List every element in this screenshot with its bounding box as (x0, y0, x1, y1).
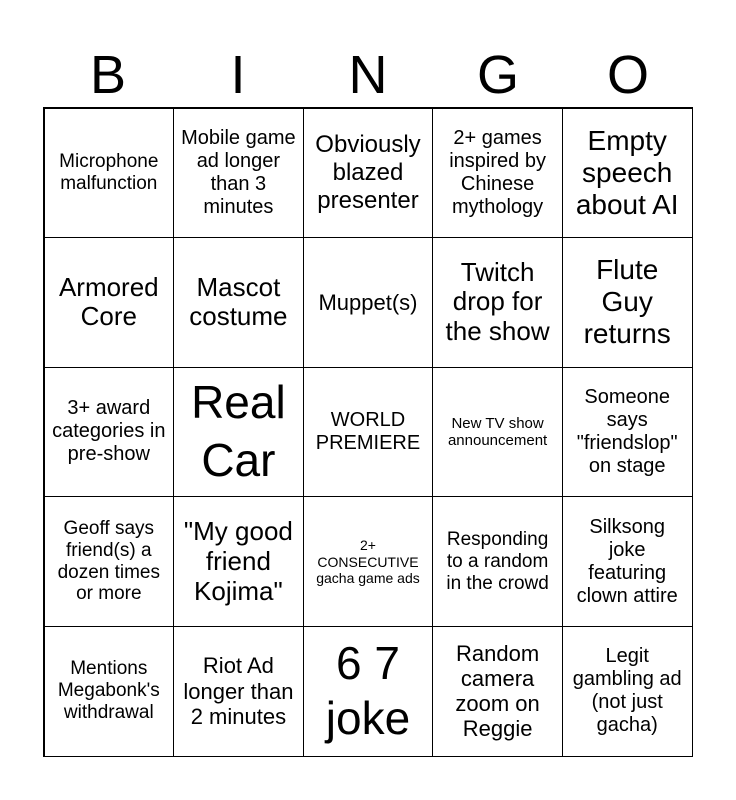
cell-text: Obviously blazed presenter (315, 131, 421, 214)
bingo-cell[interactable] (173, 626, 304, 757)
bingo-cell[interactable] (562, 237, 693, 368)
bingo-cell[interactable] (44, 367, 175, 498)
bingo-header (43, 44, 693, 106)
bingo-cell[interactable] (562, 626, 693, 757)
cell-text: Twitch drop for the show (445, 256, 550, 347)
header-letter-i: I (230, 45, 246, 105)
bingo-cell[interactable] (303, 367, 434, 498)
bingo-cell[interactable] (432, 496, 563, 627)
bingo-cell[interactable] (562, 496, 693, 627)
header-letter-b: B (89, 45, 127, 105)
cell-text: Legit gambling ad (not just gacha) (572, 645, 682, 737)
bingo-cell[interactable] (173, 237, 304, 368)
bingo-cell[interactable] (44, 108, 175, 239)
header-letter-g: G (476, 45, 519, 105)
bingo-cell[interactable] (173, 496, 304, 627)
cell-text: WORLD PREMIERE (315, 408, 421, 454)
bingo-cell[interactable] (303, 108, 434, 239)
bingo-cell[interactable] (303, 496, 434, 627)
cell-text: "My good friend Kojima" (183, 515, 293, 606)
header-letter-o: O (606, 45, 649, 105)
bingo-cell[interactable] (303, 626, 434, 757)
bingo-cell[interactable] (432, 108, 563, 239)
cell-text: Flute Guy returns (583, 254, 671, 350)
bingo-cell[interactable] (432, 367, 563, 498)
cell-text: Real Car (191, 376, 286, 486)
cell-text: Riot Ad longer than 2 minutes (183, 653, 294, 729)
bingo-cell[interactable] (173, 108, 304, 239)
header-letter-n: N (348, 45, 388, 105)
cell-text: Mobile game ad longer than 3 minutes (181, 126, 296, 218)
cell-text: Empty speech about AI (575, 124, 679, 220)
cell-text: 6 7 joke (325, 637, 411, 745)
bingo-cell[interactable] (562, 108, 693, 239)
cell-text: Mentions Megabonk's withdrawal (57, 658, 160, 724)
bingo-cell[interactable] (44, 626, 175, 757)
cell-text: Someone says "friendslop" on stage (576, 385, 678, 477)
bingo-cell[interactable] (432, 626, 563, 757)
bingo-cell[interactable] (173, 367, 304, 498)
bingo-board (43, 107, 693, 757)
bingo-cell[interactable] (303, 237, 434, 368)
cell-text: Silksong joke featuring clown attire (576, 515, 678, 607)
bingo-cell[interactable] (44, 237, 175, 368)
cell-text: Microphone malfunction (59, 150, 159, 194)
cell-text: 2+ games inspired by Chinese mythology (449, 126, 546, 218)
cell-text: Random camera zoom on Reggie (455, 640, 540, 742)
cell-text: Geoff says friend(s) a dozen times or more (57, 517, 161, 605)
bingo-cell[interactable] (562, 367, 693, 498)
cell-text: New TV show announcement (447, 414, 548, 449)
cell-text: Muppet(s) (318, 289, 418, 315)
bingo-cell[interactable] (432, 237, 563, 368)
cell-text: 2+ CONSECUTIVE gacha game ads (316, 537, 420, 586)
bingo-cell[interactable] (44, 496, 175, 627)
cell-text: 3+ award categories in pre-show (52, 397, 166, 466)
cell-text: Armored Core (58, 271, 159, 332)
cell-text: Mascot costume (189, 271, 288, 332)
cell-text: Responding to a random in the crowd (446, 528, 549, 594)
